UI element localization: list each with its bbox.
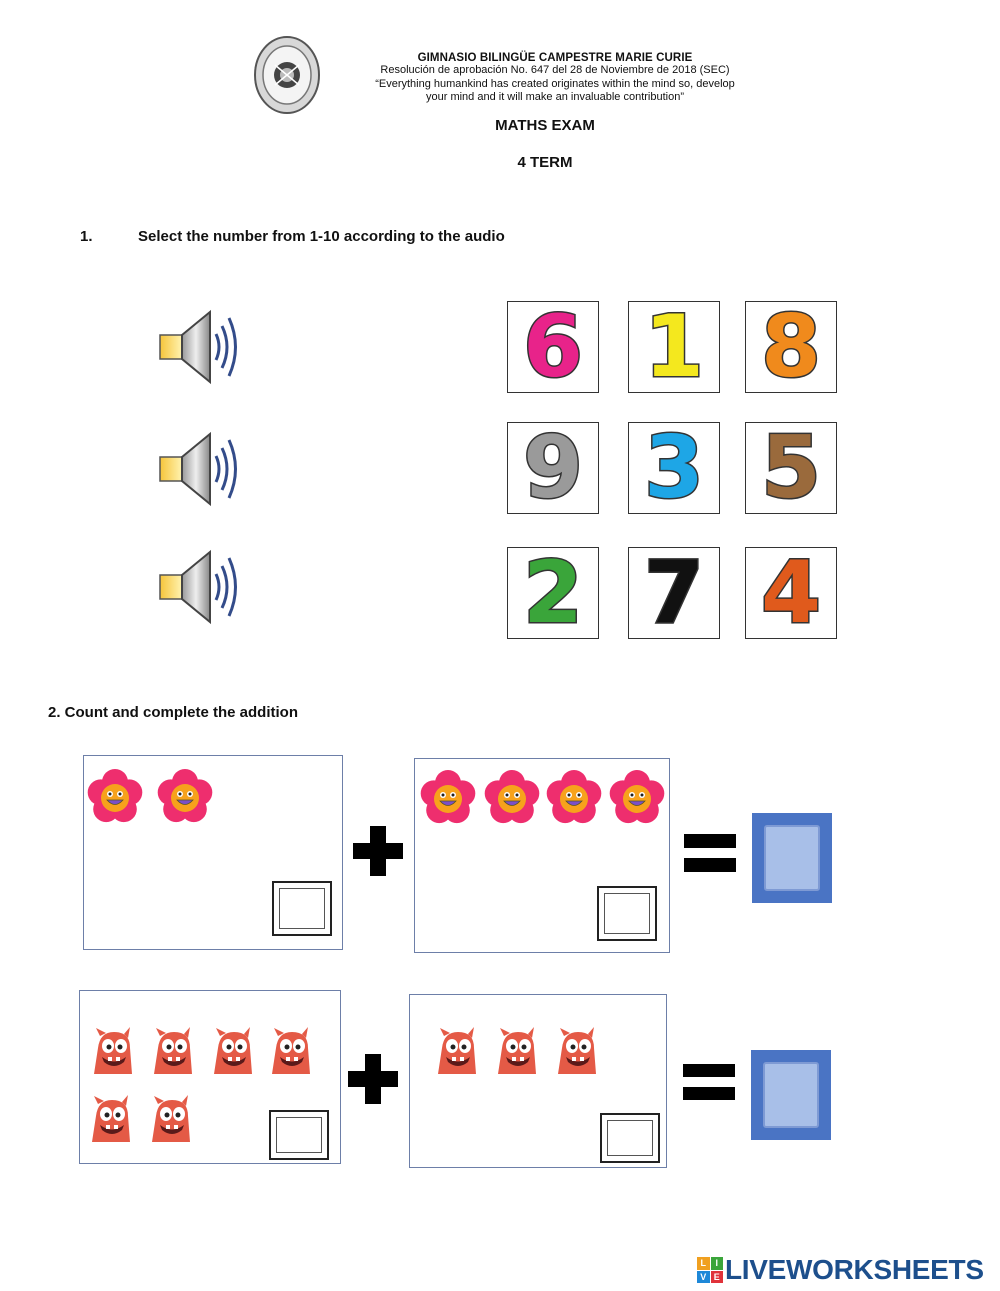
equals-icon xyxy=(684,834,736,872)
number-label: 9 xyxy=(523,418,583,518)
school-info xyxy=(340,52,770,105)
question-2-text: 2. Count and complete the addition xyxy=(48,704,299,721)
monster-icon xyxy=(86,1024,138,1081)
brand-logo-tile: I xyxy=(711,1257,724,1270)
question-1-number: 1. xyxy=(80,228,93,245)
number-label: 3 xyxy=(644,418,704,518)
monster-icon xyxy=(430,1024,482,1081)
number-option-3[interactable] xyxy=(628,418,720,518)
number-label: 2 xyxy=(523,543,583,643)
monster-icon xyxy=(550,1024,602,1081)
result-input[interactable] xyxy=(752,813,832,903)
question-1-text: Select the number from 1-10 according to the audio xyxy=(138,228,505,245)
number-label: 5 xyxy=(761,418,821,518)
answer-input[interactable] xyxy=(269,1110,329,1160)
brand-logo-tile: V xyxy=(697,1271,710,1284)
answer-input[interactable] xyxy=(600,1113,660,1163)
monster-icon xyxy=(144,1092,196,1149)
number-option-9[interactable] xyxy=(507,418,599,518)
motto-line-2: your mind and it will make an invaluable contribution” xyxy=(425,91,685,103)
speaker-icon[interactable] xyxy=(158,308,243,386)
number-option-6[interactable] xyxy=(507,297,599,397)
school-seal xyxy=(253,35,321,115)
monster-icon xyxy=(84,1092,136,1149)
monster-icon xyxy=(264,1024,316,1081)
number-option-4[interactable] xyxy=(745,543,837,643)
result-input[interactable] xyxy=(751,1050,831,1140)
speaker-icon[interactable] xyxy=(158,430,243,508)
flower-icon xyxy=(482,768,542,833)
speaker-icon[interactable] xyxy=(158,548,243,626)
exam-term: 4 TERM xyxy=(517,154,573,171)
number-option-1[interactable] xyxy=(628,297,720,397)
liveworksheets-logo xyxy=(697,1254,984,1286)
number-option-5[interactable] xyxy=(745,418,837,518)
equals-icon xyxy=(683,1064,735,1100)
brand-name: LIVEWORKSHEETS xyxy=(725,1254,984,1285)
plus-icon xyxy=(348,1054,398,1104)
brand-logo-mark xyxy=(697,1257,723,1283)
flower-icon xyxy=(155,767,215,832)
brand-logo-tile: E xyxy=(711,1271,724,1284)
number-label: 1 xyxy=(644,297,704,397)
flower-icon xyxy=(544,768,604,833)
plus-icon xyxy=(353,826,403,876)
monster-icon xyxy=(490,1024,542,1081)
motto-line-1: “Everything humankind has created originates within the mind so, develop xyxy=(375,77,735,90)
flower-icon xyxy=(607,768,667,833)
flower-icon xyxy=(85,767,145,832)
answer-input[interactable] xyxy=(272,881,332,936)
answer-input[interactable] xyxy=(597,886,657,941)
number-option-2[interactable] xyxy=(507,543,599,643)
school-name: GIMNASIO BILINGÜE CAMPESTRE MARIE CURIE xyxy=(417,52,693,64)
number-label: 4 xyxy=(761,543,821,643)
flower-icon xyxy=(418,768,478,833)
number-option-7[interactable] xyxy=(628,543,720,643)
number-label: 8 xyxy=(761,297,821,397)
number-option-8[interactable] xyxy=(745,297,837,397)
monster-icon xyxy=(206,1024,258,1081)
exam-title: MATHS EXAM xyxy=(495,117,595,134)
monster-icon xyxy=(146,1024,198,1081)
number-label: 7 xyxy=(644,543,704,643)
resolution-text: Resolución de aprobación No. 647 del 28 de Noviembre de 2018 (SEC) xyxy=(380,64,730,76)
brand-logo-tile: L xyxy=(697,1257,710,1270)
number-label: 6 xyxy=(523,297,583,397)
